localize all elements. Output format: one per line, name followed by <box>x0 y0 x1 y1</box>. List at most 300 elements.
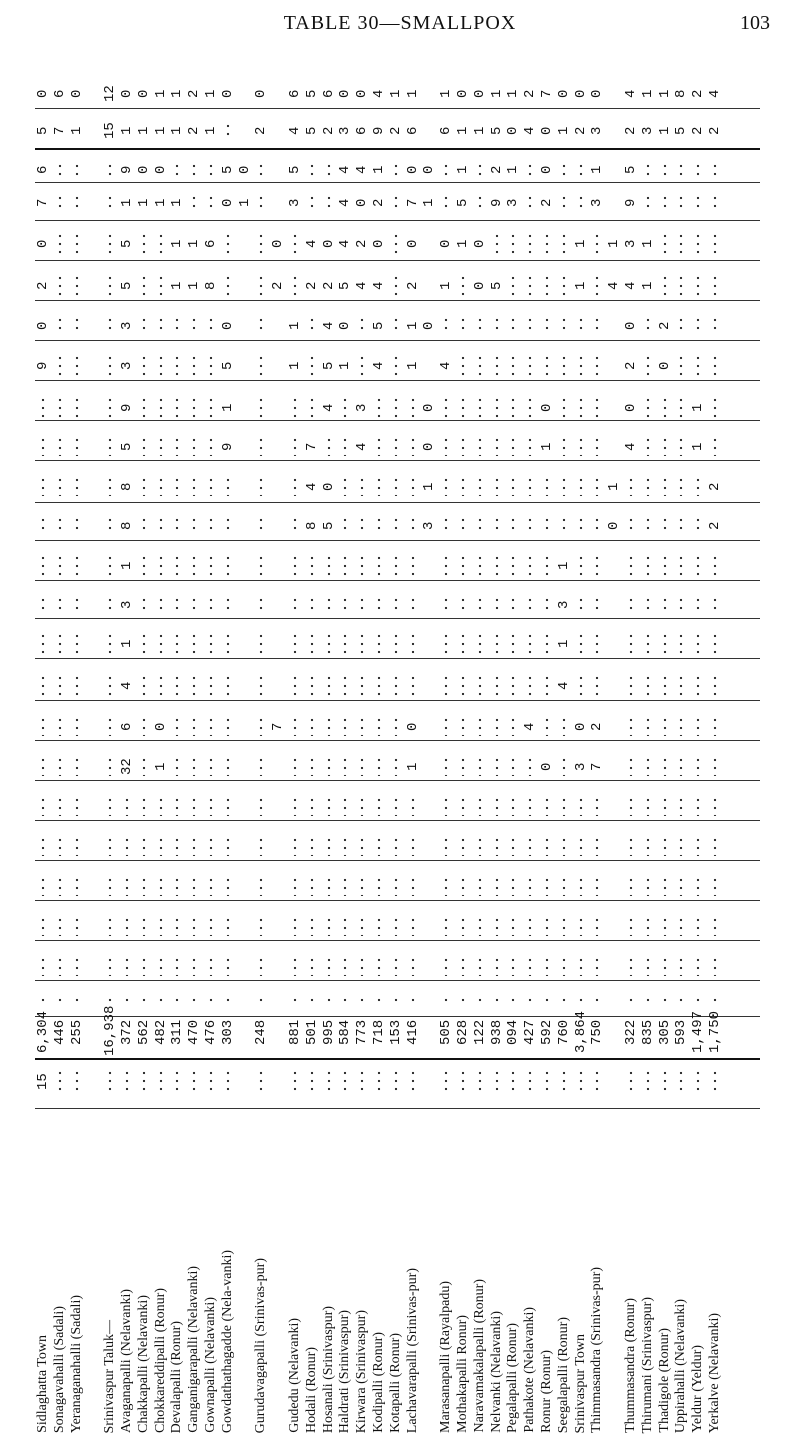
leader-dots <box>623 716 639 736</box>
leader-dots <box>304 162 320 176</box>
leader-dots <box>522 916 538 936</box>
leader-dots <box>153 554 169 576</box>
leader-dots <box>354 916 370 936</box>
leader-dots <box>640 354 656 376</box>
leader-dots <box>153 632 169 654</box>
leader-dots <box>589 674 605 696</box>
table-cell: 9 <box>220 442 236 452</box>
leader-dots <box>539 554 555 576</box>
leader-dots <box>186 674 202 696</box>
leader-dots <box>220 716 236 736</box>
leader-dots <box>253 632 269 654</box>
leader-dots <box>253 194 269 210</box>
leader-dots <box>556 836 572 856</box>
leader-dots <box>673 796 689 816</box>
leader-dots <box>657 756 673 776</box>
leader-dots <box>169 162 185 176</box>
table-cell: 1 <box>489 89 505 99</box>
leader-dots <box>69 596 85 612</box>
place-name: Sidlaghatta Town <box>35 1335 50 1433</box>
table-cell: 2 <box>589 722 605 732</box>
leader-dots <box>169 1069 185 1093</box>
leader-dots <box>657 996 673 1004</box>
table-cell: 1 <box>657 126 673 136</box>
table-cell: 0 <box>472 89 488 99</box>
leader-dots <box>169 354 185 376</box>
leader-dots <box>707 916 723 936</box>
leader-dots <box>489 836 505 856</box>
leader-dots <box>623 876 639 896</box>
leader-dots <box>573 516 589 534</box>
leader-dots <box>136 836 152 856</box>
leader-dots <box>35 476 51 496</box>
table-cell: 1 <box>455 239 471 249</box>
leader-dots <box>472 836 488 856</box>
leader-dots <box>304 316 320 334</box>
leader-dots <box>52 554 68 576</box>
table-cell: 750 <box>589 1019 605 1045</box>
leader-dots <box>321 674 337 696</box>
table-cell: 2 <box>489 165 505 175</box>
leader-dots <box>522 756 538 776</box>
leader-dots <box>573 836 589 856</box>
leader-dots <box>455 1069 471 1093</box>
leader-dots <box>52 232 68 254</box>
leader-dots <box>673 756 689 776</box>
leader-dots <box>556 316 572 334</box>
table-cell: 2 <box>623 361 639 371</box>
place-name: Thirumani (Srinivaspur) <box>640 1296 655 1433</box>
table-cell: 6 <box>287 89 303 99</box>
leader-dots <box>623 674 639 696</box>
leader-dots <box>186 396 202 418</box>
table-cell: 476 <box>203 1019 219 1045</box>
leader-dots <box>573 436 589 456</box>
table-cell: 470 <box>186 1019 202 1045</box>
table-cell: 0 <box>421 403 437 413</box>
table-rule <box>35 820 760 821</box>
table-cell: 4 <box>321 321 337 331</box>
leader-dots <box>455 716 471 736</box>
leader-dots <box>186 836 202 856</box>
table-cell: 2 <box>304 281 320 291</box>
table-cell: 7 <box>304 442 320 452</box>
leader-dots <box>304 632 320 654</box>
leader-dots <box>203 756 219 776</box>
leader-dots <box>253 162 269 176</box>
table-cell: 4 <box>354 281 370 291</box>
table-cell: 0 <box>472 239 488 249</box>
leader-dots <box>69 476 85 496</box>
leader-dots <box>69 396 85 418</box>
table-cell: 3 <box>589 126 605 136</box>
leader-dots <box>640 516 656 534</box>
table-cell: 0 <box>405 165 421 175</box>
leader-dots <box>203 162 219 176</box>
table-cell: 3 <box>287 198 303 208</box>
table-cell: 4 <box>623 89 639 99</box>
leader-dots <box>573 396 589 418</box>
table-cell: 2 <box>388 126 404 136</box>
table-cell: 2 <box>321 281 337 291</box>
leader-dots <box>102 796 118 816</box>
leader-dots <box>203 956 219 976</box>
leader-dots <box>472 674 488 696</box>
leader-dots <box>489 436 505 456</box>
table-cell: 3 <box>623 239 639 249</box>
leader-dots <box>707 796 723 816</box>
table-cell: 1 <box>153 198 169 208</box>
table-cell: 9 <box>35 361 51 371</box>
leader-dots <box>573 316 589 334</box>
table-cell: 3 <box>354 403 370 413</box>
table-cell: 1 <box>556 561 572 571</box>
leader-dots <box>321 756 337 776</box>
leader-dots <box>539 876 555 896</box>
leader-dots <box>304 554 320 576</box>
leader-dots <box>52 354 68 376</box>
leader-dots <box>455 516 471 534</box>
leader-dots <box>169 436 185 456</box>
place-name: Yeranaganahalli (Sadali) <box>69 1294 84 1433</box>
leader-dots <box>136 436 152 456</box>
leader-dots <box>388 916 404 936</box>
leader-dots <box>573 956 589 976</box>
table-cell: 446 <box>52 1019 68 1045</box>
leader-dots <box>304 354 320 376</box>
leader-dots <box>35 956 51 976</box>
table-cell: 0 <box>623 321 639 331</box>
leader-dots <box>438 436 454 456</box>
leader-dots <box>253 476 269 496</box>
leader-dots <box>589 996 605 1004</box>
table-cell: 7 <box>405 198 421 208</box>
table-cell: 0 <box>35 239 51 249</box>
leader-dots <box>253 836 269 856</box>
leader-dots <box>136 796 152 816</box>
place-name: Srinivaspur Taluk— <box>102 1319 117 1433</box>
leader-dots <box>354 756 370 776</box>
leader-dots <box>304 876 320 896</box>
leader-dots <box>35 596 51 612</box>
leader-dots <box>472 354 488 376</box>
place-name: Yerkalve (Nelavanki) <box>707 1312 722 1433</box>
table-rule <box>35 1108 760 1109</box>
table-cell: 322 <box>623 1019 639 1045</box>
table-cell: 881 <box>287 1019 303 1045</box>
table-cell: 1 <box>136 198 152 208</box>
leader-dots <box>640 916 656 936</box>
leader-dots <box>438 674 454 696</box>
leader-dots <box>337 796 353 816</box>
table-cell: 2 <box>186 89 202 99</box>
table-cell: 372 <box>119 1019 135 1045</box>
table-cell: 0 <box>472 281 488 291</box>
table-cell: 1 <box>119 198 135 208</box>
leader-dots <box>589 876 605 896</box>
leader-dots <box>337 876 353 896</box>
leader-dots <box>489 396 505 418</box>
table-cell: 6 <box>405 126 421 136</box>
leader-dots <box>539 274 555 296</box>
leader-dots <box>623 596 639 612</box>
table-cell: 4 <box>354 165 370 175</box>
leader-dots <box>505 836 521 856</box>
table-cell: 3 <box>556 600 572 610</box>
leader-dots <box>253 756 269 776</box>
table-cell: 5 <box>119 281 135 291</box>
table-cell: 1 <box>136 126 152 136</box>
leader-dots <box>102 396 118 418</box>
leader-dots <box>35 996 51 1004</box>
leader-dots <box>707 674 723 696</box>
leader-dots <box>556 956 572 976</box>
leader-dots <box>220 122 236 138</box>
leader-dots <box>707 632 723 654</box>
leader-dots <box>455 554 471 576</box>
leader-dots <box>186 436 202 456</box>
leader-dots <box>136 716 152 736</box>
leader-dots <box>153 796 169 816</box>
table-cell: 0 <box>623 403 639 413</box>
leader-dots <box>186 516 202 534</box>
leader-dots <box>119 996 135 1004</box>
leader-dots <box>640 554 656 576</box>
leader-dots <box>707 354 723 376</box>
table-cell: 3 <box>119 361 135 371</box>
leader-dots <box>354 596 370 612</box>
table-rule <box>35 780 760 781</box>
leader-dots <box>203 194 219 210</box>
leader-dots <box>623 796 639 816</box>
leader-dots <box>287 1069 303 1093</box>
table-cell: 5 <box>455 198 471 208</box>
place-name: Haldrati (Srinivaspur) <box>337 1309 352 1433</box>
leader-dots <box>556 916 572 936</box>
place-name: Naravamakalapalli (Ronur) <box>472 1279 487 1433</box>
leader-dots <box>489 232 505 254</box>
leader-dots <box>102 756 118 776</box>
leader-dots <box>438 554 454 576</box>
table-cell: 6 <box>35 165 51 175</box>
leader-dots <box>321 596 337 612</box>
leader-dots <box>354 956 370 976</box>
leader-dots <box>539 1069 555 1093</box>
leader-dots <box>186 996 202 1004</box>
leader-dots <box>52 836 68 856</box>
leader-dots <box>69 316 85 334</box>
table-rule <box>35 618 760 619</box>
leader-dots <box>539 316 555 334</box>
leader-dots <box>52 916 68 936</box>
leader-dots <box>169 476 185 496</box>
leader-dots <box>102 996 118 1004</box>
leader-dots <box>253 796 269 816</box>
table-cell: 3 <box>505 198 521 208</box>
leader-dots <box>589 396 605 418</box>
table-cell: 4 <box>707 89 723 99</box>
leader-dots <box>186 1069 202 1093</box>
leader-dots <box>35 716 51 736</box>
page-title: TABLE 30—SMALLPOX <box>283 12 517 34</box>
table-cell: 1 <box>438 281 454 291</box>
leader-dots <box>153 916 169 936</box>
leader-dots <box>455 396 471 418</box>
leader-dots <box>690 354 706 376</box>
place-name: Avaganapalli (Nelavanki) <box>119 1289 134 1433</box>
leader-dots <box>505 716 521 736</box>
leader-dots <box>573 996 589 1004</box>
table-cell: 5 <box>304 89 320 99</box>
leader-dots <box>690 274 706 296</box>
leader-dots <box>388 232 404 254</box>
leader-dots <box>690 876 706 896</box>
leader-dots <box>522 876 538 896</box>
leader-dots <box>321 162 337 176</box>
table-cell: 1 <box>237 198 253 208</box>
table-cell: 0 <box>539 762 555 772</box>
leader-dots <box>556 476 572 496</box>
table-rule <box>35 220 760 221</box>
table-cell: 1 <box>606 239 622 249</box>
leader-dots <box>371 632 387 654</box>
table-cell: 2 <box>522 89 538 99</box>
leader-dots <box>505 796 521 816</box>
leader-dots <box>438 632 454 654</box>
table-cell: 4 <box>522 722 538 732</box>
leader-dots <box>304 1069 320 1093</box>
leader-dots <box>489 516 505 534</box>
place-name: Hodali (Ronur) <box>304 1347 319 1433</box>
leader-dots <box>287 716 303 736</box>
leader-dots <box>640 756 656 776</box>
leader-dots <box>52 274 68 296</box>
leader-dots <box>321 436 337 456</box>
table-cell: 1 <box>169 239 185 249</box>
table-cell: 0 <box>539 165 555 175</box>
leader-dots <box>455 674 471 696</box>
leader-dots <box>186 956 202 976</box>
leader-dots <box>253 516 269 534</box>
table-cell: 0 <box>35 321 51 331</box>
leader-dots <box>589 316 605 334</box>
table-cell: 6 <box>438 126 454 136</box>
leader-dots <box>673 274 689 296</box>
leader-dots <box>556 716 572 736</box>
table-cell: 32 <box>119 758 135 776</box>
leader-dots <box>405 632 421 654</box>
leader-dots <box>489 996 505 1004</box>
table-cell: 5 <box>119 239 135 249</box>
table-cell: 8 <box>203 281 219 291</box>
leader-dots <box>136 674 152 696</box>
table-cell: 8 <box>673 89 689 99</box>
leader-dots <box>321 876 337 896</box>
leader-dots <box>589 836 605 856</box>
table-cell: 5 <box>304 126 320 136</box>
place-names <box>35 1133 760 1433</box>
leader-dots <box>136 396 152 418</box>
leader-dots <box>505 436 521 456</box>
leader-dots <box>556 194 572 210</box>
leader-dots <box>522 996 538 1004</box>
leader-dots <box>489 1069 505 1093</box>
table-cell: 0 <box>220 321 236 331</box>
table-cell: 9 <box>489 198 505 208</box>
place-name: Nelvanki (Nelavanki) <box>489 1311 504 1433</box>
leader-dots <box>304 796 320 816</box>
leader-dots <box>707 554 723 576</box>
leader-dots <box>102 232 118 254</box>
leader-dots <box>136 876 152 896</box>
table-cell: 1 <box>438 89 454 99</box>
leader-dots <box>388 836 404 856</box>
place-name: Gownapalli (Nelavanki) <box>203 1297 218 1433</box>
leader-dots <box>489 674 505 696</box>
leader-dots <box>657 162 673 176</box>
table-cell: 7 <box>35 198 51 208</box>
table-cell: 7 <box>52 126 68 136</box>
leader-dots <box>371 756 387 776</box>
table-cell: 1 <box>640 239 656 249</box>
leader-dots <box>253 232 269 254</box>
leader-dots <box>220 554 236 576</box>
table-cell: 3 <box>589 198 605 208</box>
table-cell: 501 <box>304 1019 320 1045</box>
leader-dots <box>169 796 185 816</box>
leader-dots <box>354 674 370 696</box>
leader-dots <box>52 876 68 896</box>
table-cell: 1 <box>287 321 303 331</box>
table-cell: 2 <box>690 89 706 99</box>
place-name: Mothakapalli Ronur) <box>455 1315 470 1433</box>
leader-dots <box>253 396 269 418</box>
table-cell: 1 <box>186 239 202 249</box>
table-cell: 2 <box>623 126 639 136</box>
leader-dots <box>153 436 169 456</box>
leader-dots <box>169 554 185 576</box>
leader-dots <box>505 354 521 376</box>
leader-dots <box>573 554 589 576</box>
leader-dots <box>287 756 303 776</box>
leader-dots <box>455 316 471 334</box>
table-cell: 0 <box>153 165 169 175</box>
leader-dots <box>102 956 118 976</box>
leader-dots <box>438 996 454 1004</box>
leader-dots <box>153 996 169 1004</box>
leader-dots <box>556 796 572 816</box>
table-cell: 5 <box>623 165 639 175</box>
leader-dots <box>556 876 572 896</box>
leader-dots <box>472 596 488 612</box>
place-name: Seegalapalli (Ronur) <box>556 1316 571 1433</box>
leader-dots <box>522 674 538 696</box>
leader-dots <box>35 516 51 534</box>
table-cell: 3 <box>119 321 135 331</box>
leader-dots <box>371 716 387 736</box>
leader-dots <box>707 716 723 736</box>
table-cell: 1 <box>153 126 169 136</box>
leader-dots <box>220 956 236 976</box>
leader-dots <box>169 396 185 418</box>
leader-dots <box>203 674 219 696</box>
table-cell: 2 <box>354 239 370 249</box>
leader-dots <box>405 674 421 696</box>
table-cell: 153 <box>388 1019 404 1045</box>
leader-dots <box>673 632 689 654</box>
leader-dots <box>690 836 706 856</box>
table-cell: 1 <box>405 89 421 99</box>
